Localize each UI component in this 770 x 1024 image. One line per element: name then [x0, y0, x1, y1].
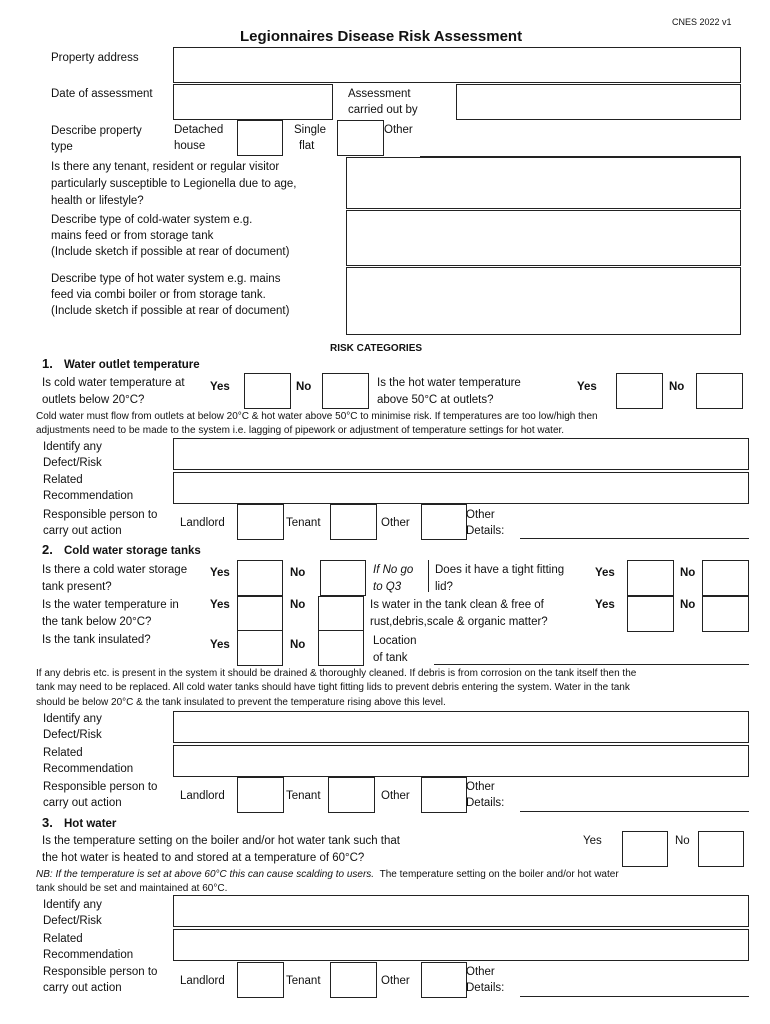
s2-q1-no-checkbox[interactable]: [320, 560, 366, 596]
s3-q1-2: the hot water is heated to and stored at a temperature of 60°C?: [42, 852, 365, 864]
s2-responsible-2: carry out action: [43, 797, 122, 809]
s3-nb-2: tank should be set and maintained at 60°C.: [36, 883, 228, 894]
s2-q2-no-label: No: [680, 567, 696, 579]
section3-title: Hot water: [64, 818, 117, 830]
s2-q3-1: Is the water temperature in: [42, 599, 179, 611]
s3-nb-rest: The temperature setting on the boiler and/or hot water: [379, 869, 619, 880]
hot-system-q-3: (Include sketch if possible at rear of document): [51, 305, 290, 317]
s2-ifno-divider: [428, 560, 429, 592]
s3-landlord-label: Landlord: [180, 975, 225, 987]
s2-ifno-1: If No go: [373, 564, 414, 576]
s1-recommendation-field[interactable]: [173, 472, 749, 504]
s1-other-details-1: Other: [466, 509, 495, 521]
s2-q2-yes-label: Yes: [595, 567, 615, 579]
date-field[interactable]: [173, 84, 333, 120]
s1-landlord-checkbox[interactable]: [237, 504, 284, 540]
s2-note-2: tank may need to be replaced. All cold water tanks should have tight fitting lids to prevent debris entering the system. Water in the tank: [36, 682, 630, 693]
property-type-label-1: Describe property: [51, 125, 142, 137]
s2-q2-2: lid?: [435, 581, 453, 593]
s2-q5: Is the tank insulated?: [42, 634, 151, 646]
s1-q2-no-checkbox[interactable]: [696, 373, 743, 409]
tenant-q-1: Is there any tenant, resident or regular visitor: [51, 161, 280, 173]
s3-other-details-1: Other: [466, 966, 495, 978]
s1-other-details-2: Details:: [466, 525, 505, 537]
s1-tenant-label: Tenant: [286, 517, 321, 529]
s1-q1-1: Is cold water temperature at: [42, 377, 185, 389]
s1-responsible-2: carry out action: [43, 525, 122, 537]
section2-title: Cold water storage tanks: [64, 545, 201, 557]
s2-q4-yes-label: Yes: [595, 599, 615, 611]
detached-label-1: Detached: [174, 124, 224, 136]
s1-identify-1: Identify any: [43, 441, 102, 453]
s3-identify-2: Defect/Risk: [43, 915, 102, 927]
s2-q1-1: Is there a cold water storage: [42, 564, 188, 576]
s2-other-details-1: Other: [466, 781, 495, 793]
property-type-label-2: type: [51, 141, 73, 153]
s2-q4-2: rust,debris,scale & organic matter?: [370, 616, 548, 628]
s2-q3-2: the tank below 20°C?: [42, 616, 152, 628]
cold-system-q-1: Describe type of cold-water system e.g.: [51, 214, 253, 226]
section2-number: 2.: [42, 542, 53, 557]
s1-other-label: Other: [381, 517, 410, 529]
s3-responsible-2: carry out action: [43, 982, 122, 994]
s3-q1-yes-label: Yes: [583, 835, 602, 847]
cold-system-q-3: (Include sketch if possible at rear of document): [51, 246, 290, 258]
cold-system-q-2: mains feed or from storage tank: [51, 230, 214, 242]
single-label-2: flat: [299, 140, 315, 152]
risk-categories-heading: RISK CATEGORIES: [330, 343, 423, 354]
s2-q4-1: Is water in the tank clean & free of: [370, 599, 544, 611]
other-type-label: Other: [384, 124, 413, 136]
s2-location-2: of tank: [373, 652, 408, 664]
s1-other-details-line[interactable]: [520, 538, 749, 539]
s3-other-details-2: Details:: [466, 982, 505, 994]
s1-q2-2: above 50°C at outlets?: [377, 394, 494, 406]
section3-number: 3.: [42, 815, 53, 830]
s2-other-details-2: Details:: [466, 797, 505, 809]
tenant-q-2: particularly susceptible to Legionella due to age,: [51, 178, 297, 190]
detached-label-2: house: [174, 140, 206, 152]
s1-landlord-label: Landlord: [180, 517, 225, 529]
s2-q4-no-label: No: [680, 599, 696, 611]
s1-q2-yes-checkbox[interactable]: [616, 373, 663, 409]
s2-note-1: If any debris etc. is present in the system it should be drained & thoroughly cleaned. If debris is from corrosion on the tank itself then the: [36, 668, 637, 679]
s3-other-checkbox[interactable]: [421, 962, 467, 998]
s1-q2-no-label: No: [669, 381, 685, 393]
s1-responsible-1: Responsible person to: [43, 509, 158, 521]
s1-related-2: Recommendation: [43, 490, 134, 502]
s1-q1-yes-checkbox[interactable]: [244, 373, 291, 409]
s2-q2-no-checkbox[interactable]: [702, 560, 749, 596]
s3-tenant-label: Tenant: [286, 975, 321, 987]
s3-other-details-line[interactable]: [520, 996, 749, 997]
tenant-field[interactable]: [346, 157, 741, 209]
s1-q1-no-label: No: [296, 381, 312, 393]
s1-other-checkbox[interactable]: [421, 504, 467, 540]
property-address-label: Property address: [51, 52, 139, 64]
version-label: CNES 2022 v1: [672, 17, 732, 27]
s2-q3-no-checkbox[interactable]: [318, 596, 364, 632]
s2-q4-no-checkbox[interactable]: [702, 596, 749, 632]
s2-ifno-2: to Q3: [373, 581, 402, 593]
s2-tenant-label: Tenant: [286, 790, 321, 802]
assessor-label-2: carried out by: [348, 104, 418, 116]
assessor-label-1: Assessment: [348, 88, 411, 100]
tenant-q-3: health or lifestyle?: [51, 195, 144, 207]
s3-identify-1: Identify any: [43, 899, 102, 911]
s2-tenant-checkbox[interactable]: [328, 777, 375, 813]
s3-responsible-1: Responsible person to: [43, 966, 158, 978]
s3-q1-no-label: No: [675, 835, 690, 847]
s2-q3-yes-label: Yes: [210, 599, 230, 611]
single-label-1: Single: [294, 124, 326, 136]
s2-other-checkbox[interactable]: [421, 777, 467, 813]
s3-q1-yes-checkbox[interactable]: [622, 831, 668, 867]
s1-q1-no-checkbox[interactable]: [322, 373, 369, 409]
hot-system-field[interactable]: [346, 267, 741, 335]
s3-nb-italic: NB: If the temperature is set at above 60°C this can cause scalding to users.: [36, 869, 375, 880]
s1-identify-2: Defect/Risk: [43, 457, 102, 469]
s2-other-details-line[interactable]: [520, 811, 749, 812]
s2-note-3: should be below 20°C & the tank insulated to prevent the temperature rising above this level.: [36, 697, 446, 708]
s1-related-1: Related: [43, 474, 83, 486]
s1-note-2: adjustments need to be made to the system i.e. lagging of pipework or adjustment of temperature settings for hot water.: [36, 425, 565, 436]
s2-q2-yes-checkbox[interactable]: [627, 560, 674, 596]
s2-q5-yes-label: Yes: [210, 639, 230, 651]
s2-landlord-label: Landlord: [180, 790, 225, 802]
s2-q4-yes-checkbox[interactable]: [627, 596, 674, 632]
hot-system-q-1: Describe type of hot water system e.g. mains: [51, 273, 281, 285]
s2-q1-yes-checkbox[interactable]: [237, 560, 283, 596]
s3-tenant-checkbox[interactable]: [330, 962, 377, 998]
s2-responsible-1: Responsible person to: [43, 781, 158, 793]
s3-related-2: Recommendation: [43, 949, 134, 961]
s2-related-1: Related: [43, 747, 83, 759]
s2-q5-no-label: No: [290, 639, 306, 651]
section1-title: Water outlet temperature: [64, 359, 200, 371]
s2-q3-no-label: No: [290, 599, 306, 611]
s2-q3-yes-checkbox[interactable]: [237, 596, 283, 632]
page-title: Legionnaires Disease Risk Assessment: [240, 28, 523, 45]
s1-q2-yes-label: Yes: [577, 381, 597, 393]
s3-q1-no-checkbox[interactable]: [698, 831, 744, 867]
detached-checkbox[interactable]: [237, 120, 283, 156]
s2-q5-yes-checkbox[interactable]: [237, 630, 283, 666]
section1-number: 1.: [42, 356, 53, 371]
s2-location-1: Location: [373, 635, 417, 647]
s2-q1-yes-label: Yes: [210, 567, 230, 579]
s2-recommendation-field[interactable]: [173, 745, 749, 777]
s1-tenant-checkbox[interactable]: [330, 504, 377, 540]
s3-recommendation-field[interactable]: [173, 929, 749, 961]
s2-location-line[interactable]: [434, 664, 749, 665]
s1-q1-2: outlets below 20°C?: [42, 394, 145, 406]
s2-landlord-checkbox[interactable]: [237, 777, 284, 813]
s3-landlord-checkbox[interactable]: [237, 962, 284, 998]
s2-q1-no-label: No: [290, 567, 306, 579]
s1-note-1: Cold water must flow from outlets at below 20°C & hot water above 50°C to minimise risk. If temperatures are too low/high then: [36, 411, 598, 422]
cold-system-field[interactable]: [346, 210, 741, 266]
s2-q2-1: Does it have a tight fitting: [435, 564, 565, 576]
property-address-field[interactable]: [173, 47, 741, 83]
s1-defect-field[interactable]: [173, 438, 749, 470]
date-label: Date of assessment: [51, 88, 153, 100]
s2-identify-2: Defect/Risk: [43, 729, 102, 741]
s2-q1-2: tank present?: [42, 581, 112, 593]
s3-other-label: Other: [381, 975, 410, 987]
s2-related-2: Recommendation: [43, 763, 134, 775]
s2-defect-field[interactable]: [173, 711, 749, 743]
single-flat-checkbox[interactable]: [337, 120, 384, 156]
s2-other-label: Other: [381, 790, 410, 802]
s1-q2-1: Is the hot water temperature: [377, 377, 521, 389]
s3-q1-1: Is the temperature setting on the boiler and/or hot water tank such that: [42, 835, 400, 847]
s2-identify-1: Identify any: [43, 713, 102, 725]
assessor-field[interactable]: [456, 84, 741, 120]
s3-related-1: Related: [43, 933, 83, 945]
s1-q1-yes-label: Yes: [210, 381, 230, 393]
s3-defect-field[interactable]: [173, 895, 749, 927]
s2-q5-no-checkbox[interactable]: [318, 630, 364, 666]
hot-system-q-2: feed via combi boiler or from storage tank.: [51, 289, 266, 301]
